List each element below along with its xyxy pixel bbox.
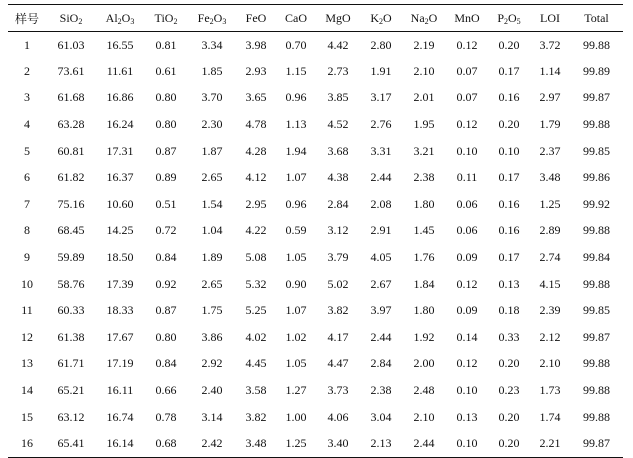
cell-sample: 7 (24, 196, 30, 211)
column-header-label: Na (410, 10, 425, 25)
table-row (8, 32, 623, 59)
cell-tio2: 0.68 (144, 430, 188, 457)
cell-tio2: 0.66 (155, 383, 177, 398)
cell-p2o5: 0.16 (498, 90, 520, 105)
cell-fe2o3: 2.65 (201, 276, 223, 291)
cell-feo: 3.82 (245, 409, 267, 424)
cell-k2o: 2.84 (370, 356, 392, 371)
oxide-composition-table-wrapper (8, 4, 623, 458)
cell-k2o: 2.38 (370, 383, 392, 398)
cell-loi: 2.12 (539, 329, 561, 344)
cell-mgo: 3.40 (316, 430, 360, 457)
cell-p2o5: 0.17 (498, 250, 520, 265)
cell-mno: 0.09 (456, 303, 478, 318)
cell-sio2: 61.38 (57, 329, 85, 344)
cell-feo: 5.25 (245, 303, 267, 318)
cell-mno: 0.10 (456, 383, 478, 398)
cell-tio2: 0.81 (155, 37, 177, 52)
cell-sio2: 63.12 (57, 409, 85, 424)
cell-p2o5: 0.10 (498, 143, 520, 158)
cell-loi: 1.25 (539, 196, 561, 211)
column-header-label: MgO (325, 10, 351, 25)
table-body (8, 32, 623, 458)
cell-cao: 1.27 (285, 383, 307, 398)
cell-cao: 1.05 (285, 356, 307, 371)
cell-loi: 3.72 (539, 37, 561, 52)
column-header-sio2 (46, 5, 96, 32)
cell-feo: 3.98 (245, 37, 267, 52)
cell-loi: 2.37 (539, 143, 561, 158)
cell-fe2o3: 1.87 (201, 143, 223, 158)
cell-tio2: 0.80 (155, 90, 177, 105)
column-header-label: TiO (154, 10, 174, 25)
cell-mno: 0.13 (456, 409, 478, 424)
cell-cao: 1.07 (285, 170, 307, 185)
cell-feo: 3.58 (245, 383, 267, 398)
cell-total: 99.85 (583, 143, 610, 158)
cell-tio2: 0.84 (155, 250, 177, 265)
cell-k2o: 3.31 (370, 143, 392, 158)
column-header-label: CaO (285, 10, 307, 25)
cell-na2o: 1.80 (413, 196, 435, 211)
cell-k2o: 4.05 (370, 250, 392, 265)
cell-na2o: 2.44 (402, 430, 446, 457)
cell-p2o5: 0.16 (498, 223, 520, 238)
column-header-label: Al (105, 10, 118, 25)
cell-tio2: 0.80 (155, 117, 177, 132)
column-header-label: SiO (59, 10, 79, 25)
cell-total: 99.86 (583, 170, 610, 185)
cell-sio2: 61.68 (57, 90, 85, 105)
cell-total: 99.88 (583, 117, 610, 132)
cell-mgo: 2.73 (327, 63, 349, 78)
cell-k2o: 1.91 (370, 63, 392, 78)
cell-total: 99.87 (583, 329, 610, 344)
column-header-subscript: 2 (117, 16, 122, 26)
cell-cao: 1.05 (285, 250, 307, 265)
oxide-composition-table (8, 4, 623, 458)
cell-total: 99.88 (583, 356, 610, 371)
cell-cao: 0.59 (285, 223, 307, 238)
cell-sio2: 61.71 (57, 356, 85, 371)
cell-na2o: 1.80 (413, 303, 435, 318)
cell-sample: 6 (24, 170, 30, 185)
cell-loi: 2.10 (539, 356, 561, 371)
cell-loi: 4.15 (539, 276, 561, 291)
column-header-subscript: 2 (379, 16, 383, 26)
cell-mgo: 4.06 (327, 409, 349, 424)
column-header-fe2o3 (188, 5, 236, 32)
cell-k2o: 3.97 (370, 303, 392, 318)
cell-tio2: 0.87 (155, 143, 177, 158)
cell-sio2: 58.76 (57, 276, 85, 291)
cell-loi: 2.97 (539, 90, 561, 105)
cell-total: 99.87 (583, 90, 610, 105)
cell-al2o3: 11.61 (106, 63, 134, 78)
column-header-sample (8, 5, 46, 32)
header-row (8, 5, 623, 32)
column-header-loi (530, 5, 570, 32)
table-row (8, 138, 623, 165)
cell-sio2: 59.89 (57, 250, 85, 265)
cell-tio2: 0.78 (155, 409, 177, 424)
cell-na2o: 1.84 (413, 276, 435, 291)
cell-sample: 14 (21, 383, 33, 398)
cell-sample: 11 (21, 303, 33, 318)
column-header-label: Fe (197, 10, 210, 25)
cell-sio2: 75.16 (57, 196, 85, 211)
cell-p2o5: 0.20 (498, 37, 520, 52)
cell-p2o5: 0.16 (498, 196, 520, 211)
column-header-subscript: 2 (504, 16, 508, 26)
column-header-subscript: 3 (130, 16, 135, 26)
cell-fe2o3: 2.30 (201, 117, 223, 132)
cell-mgo: 4.47 (327, 356, 349, 371)
cell-al2o3: 17.67 (106, 329, 134, 344)
cell-k2o: 2.91 (370, 223, 392, 238)
column-header-feo (236, 5, 276, 32)
column-header-cao (276, 5, 316, 32)
column-header-tio2 (144, 5, 188, 32)
column-header-al2o3 (96, 5, 144, 32)
cell-na2o: 3.21 (413, 143, 435, 158)
cell-cao: 1.94 (285, 143, 307, 158)
cell-feo: 4.45 (245, 356, 267, 371)
cell-sample: 8 (24, 223, 30, 238)
cell-tio2: 0.80 (155, 329, 177, 344)
cell-cao: 0.90 (285, 276, 307, 291)
cell-al2o3: 18.50 (106, 250, 134, 265)
cell-mgo: 5.02 (327, 276, 349, 291)
cell-k2o: 3.17 (370, 90, 392, 105)
cell-tio2: 0.92 (155, 276, 177, 291)
cell-mno: 0.12 (456, 37, 478, 52)
column-header-subscript: 2 (173, 16, 178, 26)
cell-loi: 2.74 (539, 250, 561, 265)
table-row (8, 324, 623, 351)
cell-cao: 1.00 (285, 409, 307, 424)
cell-sample: 15 (21, 409, 33, 424)
cell-total: 99.89 (583, 63, 610, 78)
cell-na2o: 2.00 (413, 356, 435, 371)
cell-p2o5: 0.18 (498, 303, 520, 318)
cell-tio2: 0.51 (155, 196, 177, 211)
cell-fe2o3: 2.92 (201, 356, 223, 371)
cell-k2o: 2.44 (370, 329, 392, 344)
table-row (8, 297, 623, 324)
cell-p2o5: 0.17 (498, 170, 520, 185)
column-header-na2o (402, 5, 446, 32)
cell-mno: 0.10 (446, 430, 488, 457)
cell-k2o: 2.80 (370, 37, 392, 52)
cell-mgo: 4.52 (327, 117, 349, 132)
column-header-subscript: 5 (516, 16, 521, 26)
cell-sio2: 65.21 (57, 383, 85, 398)
table-row (8, 58, 623, 85)
cell-al2o3: 16.74 (106, 409, 134, 424)
table-row (8, 430, 623, 457)
cell-loi: 2.89 (539, 223, 561, 238)
cell-total: 99.84 (583, 250, 610, 265)
cell-p2o5: 0.20 (498, 117, 520, 132)
table-row (8, 111, 623, 138)
cell-total: 99.92 (583, 196, 610, 211)
column-header-label: MnO (454, 10, 480, 25)
cell-tio2: 0.87 (155, 303, 177, 318)
cell-k2o: 2.08 (370, 196, 392, 211)
cell-k2o: 2.76 (370, 117, 392, 132)
cell-sio2: 61.82 (57, 170, 85, 185)
cell-cao: 0.70 (285, 37, 307, 52)
cell-na2o: 2.10 (413, 63, 435, 78)
cell-al2o3: 16.11 (106, 383, 134, 398)
column-header-subscript: 2 (424, 16, 429, 26)
cell-feo: 4.02 (245, 329, 267, 344)
cell-cao: 1.02 (285, 329, 307, 344)
cell-loi: 1.14 (539, 63, 561, 78)
cell-mno: 0.12 (456, 117, 478, 132)
cell-al2o3: 17.39 (106, 276, 134, 291)
cell-al2o3: 10.60 (106, 196, 134, 211)
cell-sample: 1 (24, 37, 30, 52)
column-header-tail: O (213, 10, 223, 25)
cell-na2o: 2.48 (413, 383, 435, 398)
cell-total: 99.87 (570, 430, 623, 457)
cell-cao: 1.07 (285, 303, 307, 318)
cell-mgo: 2.84 (327, 196, 349, 211)
cell-tio2: 0.84 (155, 356, 177, 371)
cell-feo: 4.78 (245, 117, 267, 132)
column-header-subscript: 2 (78, 16, 83, 26)
column-header-subscript: 3 (222, 16, 227, 26)
cell-fe2o3: 1.54 (201, 196, 223, 211)
cell-p2o5: 0.20 (488, 430, 530, 457)
column-header-tail: O (121, 10, 131, 25)
cell-fe2o3: 2.40 (201, 383, 223, 398)
cell-fe2o3: 1.04 (201, 223, 223, 238)
cell-na2o: 2.10 (413, 409, 435, 424)
cell-sio2: 63.28 (57, 117, 85, 132)
cell-mgo: 3.85 (327, 90, 349, 105)
cell-al2o3: 16.55 (106, 37, 134, 52)
cell-al2o3: 16.37 (106, 170, 134, 185)
cell-mno: 0.09 (456, 250, 478, 265)
cell-mno: 0.14 (456, 329, 478, 344)
column-header-label: P (497, 10, 504, 25)
cell-mgo: 4.42 (327, 37, 349, 52)
cell-sample: 9 (24, 250, 30, 265)
cell-al2o3: 14.25 (106, 223, 134, 238)
cell-mgo: 3.12 (327, 223, 349, 238)
cell-na2o: 1.45 (413, 223, 435, 238)
cell-loi: 2.39 (539, 303, 561, 318)
table-row (8, 271, 623, 298)
column-header-subscript: 2 (209, 16, 214, 26)
cell-loi: 1.79 (539, 117, 561, 132)
column-header-p2o5 (488, 5, 530, 32)
cell-na2o: 1.92 (413, 329, 435, 344)
cell-fe2o3: 3.34 (201, 37, 223, 52)
cell-mno: 0.07 (456, 63, 478, 78)
cell-sample: 16 (8, 430, 46, 457)
cell-mgo: 3.73 (327, 383, 349, 398)
cell-al2o3: 17.19 (106, 356, 134, 371)
cell-sio2: 65.41 (46, 430, 96, 457)
cell-mno: 0.10 (456, 143, 478, 158)
cell-mgo: 4.38 (327, 170, 349, 185)
cell-total: 99.88 (583, 37, 610, 52)
column-header-label: FeO (245, 10, 267, 25)
cell-na2o: 1.95 (413, 117, 435, 132)
cell-loi: 3.48 (539, 170, 561, 185)
cell-fe2o3: 2.42 (188, 430, 236, 457)
cell-al2o3: 16.86 (106, 90, 134, 105)
cell-mno: 0.12 (456, 356, 478, 371)
table-row (8, 351, 623, 378)
cell-loi: 1.73 (539, 383, 561, 398)
cell-fe2o3: 3.14 (201, 409, 223, 424)
cell-p2o5: 0.17 (498, 63, 520, 78)
cell-sio2: 61.03 (57, 37, 85, 52)
cell-p2o5: 0.20 (498, 356, 520, 371)
table-row (8, 191, 623, 218)
cell-cao: 1.15 (285, 63, 307, 78)
cell-fe2o3: 3.86 (201, 329, 223, 344)
table-row (8, 404, 623, 431)
cell-sio2: 60.81 (57, 143, 85, 158)
cell-p2o5: 0.23 (498, 383, 520, 398)
cell-loi: 1.74 (539, 409, 561, 424)
cell-na2o: 2.19 (413, 37, 435, 52)
cell-feo: 5.32 (245, 276, 267, 291)
column-header-mgo (316, 5, 360, 32)
table-row (8, 244, 623, 271)
cell-feo: 3.48 (236, 430, 276, 457)
cell-na2o: 1.76 (413, 250, 435, 265)
cell-cao: 1.13 (285, 117, 307, 132)
cell-k2o: 3.04 (370, 409, 392, 424)
cell-sample: 12 (21, 329, 33, 344)
cell-p2o5: 0.20 (498, 409, 520, 424)
cell-fe2o3: 1.75 (201, 303, 223, 318)
cell-mno: 0.12 (456, 276, 478, 291)
cell-p2o5: 0.33 (498, 329, 520, 344)
cell-tio2: 0.89 (155, 170, 177, 185)
cell-cao: 1.25 (276, 430, 316, 457)
cell-fe2o3: 2.65 (201, 170, 223, 185)
cell-feo: 2.93 (245, 63, 267, 78)
cell-fe2o3: 3.70 (201, 90, 223, 105)
cell-tio2: 0.61 (155, 63, 177, 78)
column-header-label: LOI (540, 10, 560, 25)
cell-total: 99.88 (583, 409, 610, 424)
table-row (8, 85, 623, 112)
cell-k2o: 2.67 (370, 276, 392, 291)
cell-mgo: 3.68 (327, 143, 349, 158)
cell-sio2: 73.61 (57, 63, 85, 78)
cell-mno: 0.06 (456, 196, 478, 211)
table-row (8, 218, 623, 245)
cell-p2o5: 0.13 (498, 276, 520, 291)
column-header-label: 样号 (14, 11, 39, 26)
cell-mno: 0.06 (456, 223, 478, 238)
cell-mgo: 3.79 (327, 250, 349, 265)
cell-sample: 10 (21, 276, 33, 291)
cell-sio2: 68.45 (57, 223, 85, 238)
cell-total: 99.85 (583, 303, 610, 318)
cell-mno: 0.11 (456, 170, 478, 185)
cell-na2o: 2.38 (413, 170, 435, 185)
cell-k2o: 2.44 (370, 170, 392, 185)
cell-feo: 4.28 (245, 143, 267, 158)
cell-mgo: 4.17 (327, 329, 349, 344)
cell-feo: 4.22 (245, 223, 267, 238)
column-header-total (570, 5, 623, 32)
cell-sample: 3 (24, 90, 30, 105)
cell-tio2: 0.72 (155, 223, 177, 238)
column-header-label: Total (584, 10, 609, 25)
cell-sample: 5 (24, 143, 30, 158)
column-header-tail: O (508, 10, 517, 25)
cell-feo: 4.12 (245, 170, 267, 185)
cell-al2o3: 16.24 (106, 117, 134, 132)
cell-sample: 13 (21, 356, 33, 371)
cell-cao: 0.96 (285, 196, 307, 211)
table-row (8, 164, 623, 191)
column-header-mno (446, 5, 488, 32)
column-header-tail: O (428, 10, 438, 25)
table-row (8, 377, 623, 404)
cell-feo: 2.95 (245, 196, 267, 211)
cell-al2o3: 17.31 (106, 143, 134, 158)
cell-mno: 0.07 (456, 90, 478, 105)
cell-na2o: 2.01 (413, 90, 435, 105)
column-header-tail: O (383, 10, 392, 25)
column-header-k2o (360, 5, 402, 32)
cell-fe2o3: 1.85 (201, 63, 223, 78)
cell-feo: 3.65 (245, 90, 267, 105)
cell-sample: 4 (24, 117, 30, 132)
cell-mgo: 3.82 (327, 303, 349, 318)
cell-al2o3: 18.33 (106, 303, 134, 318)
cell-fe2o3: 1.89 (201, 250, 223, 265)
cell-sio2: 60.33 (57, 303, 85, 318)
cell-loi: 2.21 (530, 430, 570, 457)
cell-total: 99.88 (583, 223, 610, 238)
table-header (8, 5, 623, 32)
cell-k2o: 2.13 (360, 430, 402, 457)
cell-al2o3: 16.14 (96, 430, 144, 457)
column-header-label: K (370, 10, 379, 25)
cell-feo: 5.08 (245, 250, 267, 265)
cell-sample: 2 (24, 63, 30, 78)
cell-cao: 0.96 (285, 90, 307, 105)
cell-total: 99.88 (583, 383, 610, 398)
cell-total: 99.88 (583, 276, 610, 291)
